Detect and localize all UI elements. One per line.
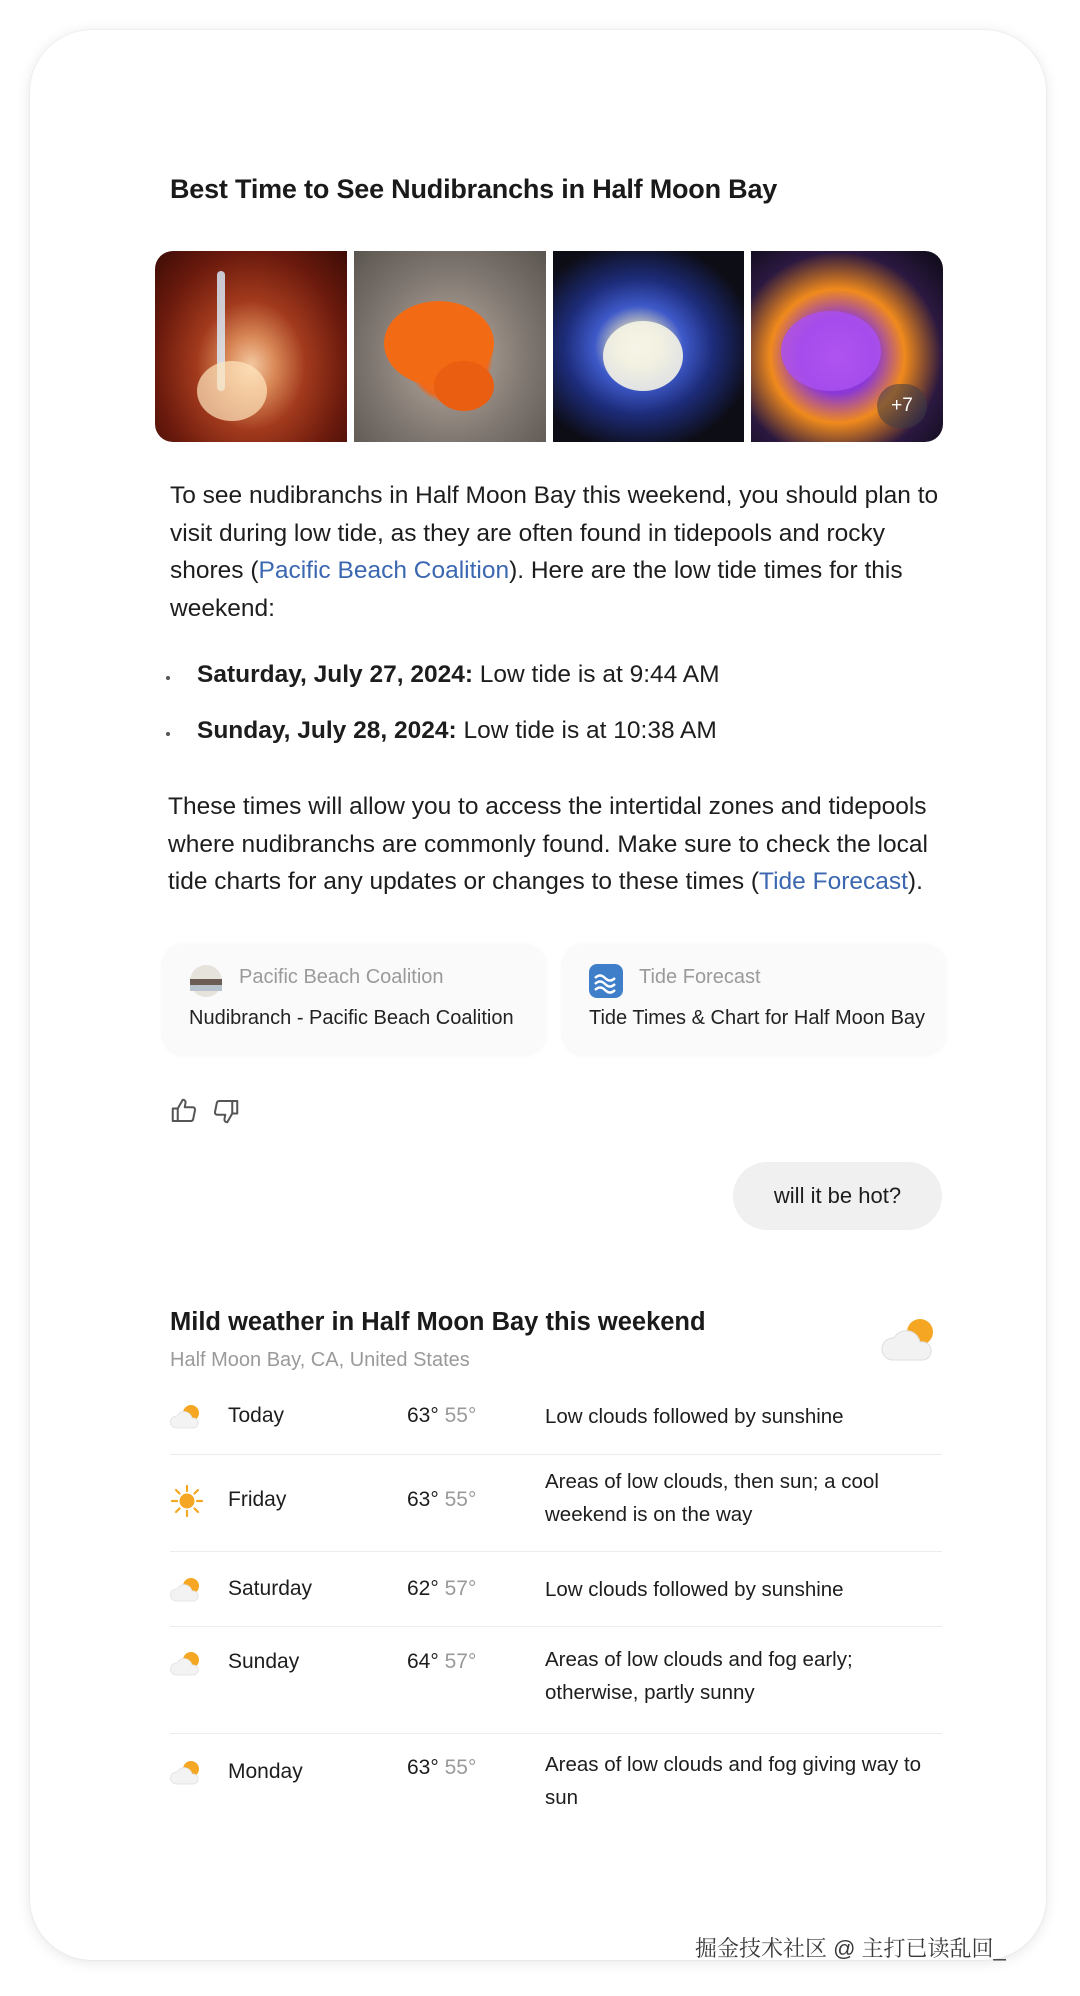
- partly-cloudy-icon: [878, 1314, 940, 1366]
- partly-cloudy-icon: [170, 1647, 204, 1681]
- intro-paragraph: To see nudibranchs in Half Moon Bay this weekend, you should plan to visit during low tide, as they are often found in tidepools and rocky shores (Pacific Beach Coalition). Here are the low tide times for this weekend:: [170, 482, 939, 622]
- gallery-image-2[interactable]: [354, 251, 546, 442]
- more-images-badge[interactable]: +7: [877, 384, 927, 428]
- row-divider: [170, 1454, 942, 1455]
- conversation: Best Time to See Nudibranchs in Half Moon Bay +7 To see nudibranchs in Half Moon Bay this weekend, you should plan to visit during low tide, as they are often found in tidepools and rocky shores (Pacific Beach Coalition). Here are the low tide times for this weekend: Saturday, July 27, 2024: Low tide is at 9:44 AM Sunday, July 28, 2024: Low tide is at 10:38 AM These times will allow you to access the intertidal zones and tidepools where nudibranchs are commonly found. Make sure to check the local tide charts for any updates or changes to these times (Tide Forecast). Pacific Beach Coalition Nudibranch - Pacific Beach Coalition Tide Forecast Tide Times & Chart for Half Moon Bay will it be hot? Mild weather in Half Moon Bay this weekend Half Moon Bay, CA, United States Today 63° 55° Low clouds followed by sunshine Friday 63° 55° Areas of low clouds, then sun; a cool weekend is on the way Saturday 62° 57° Low clouds followed by sunshine Sunday 64° 57° Areas of low clouds and fog early; otherwise, partly sunny Monday 63° 55° Areas of low clouds and fog giving way to sun 掘金技术社区 @ 主打已读乱回_: [0, 0, 1080, 1996]
- gallery-image-3[interactable]: [553, 251, 745, 442]
- row-divider: [170, 1733, 942, 1734]
- tide-forecast-link[interactable]: Tide Forecast: [759, 868, 908, 895]
- gallery-image-1[interactable]: [155, 251, 347, 442]
- bullet-dot: [166, 732, 170, 736]
- source-card-pacific-beach[interactable]: [163, 944, 545, 1054]
- row-divider: [170, 1551, 942, 1552]
- thumbs-down-icon[interactable]: [211, 1096, 241, 1126]
- bullet-sunday: Sunday, July 28, 2024: Low tide is at 10:38 AM: [197, 717, 717, 744]
- source-title: Tide Times & Chart for Half Moon Bay: [589, 1007, 926, 1029]
- closing-paragraph: These times will allow you to access the intertidal zones and tidepools where nudibranchs are commonly found. Make sure to check the local tide charts for any updates or changes to these times (Tide Forecast).: [168, 793, 928, 895]
- pacific-beach-coalition-link[interactable]: Pacific Beach Coalition: [258, 557, 510, 584]
- partly-cloudy-icon: [170, 1573, 204, 1607]
- source-name: Tide Forecast: [639, 966, 761, 988]
- bullet-saturday: Saturday, July 27, 2024: Low tide is at 9:44 AM: [197, 661, 720, 688]
- weather-location: Half Moon Bay, CA, United States: [170, 1349, 470, 1371]
- thumbs-up-icon[interactable]: [169, 1096, 199, 1126]
- answer-title: Best Time to See Nudibranchs in Half Moon Bay: [170, 174, 778, 204]
- user-message-bubble: will it be hot?: [733, 1162, 942, 1230]
- row-divider: [170, 1626, 942, 1627]
- tide-forecast-favicon: [589, 964, 623, 998]
- image-gallery[interactable]: [155, 251, 943, 442]
- watermark: 掘金技术社区 @ 主打已读乱回_: [695, 1936, 1006, 1961]
- partly-cloudy-icon: [170, 1756, 204, 1790]
- source-title: Nudibranch - Pacific Beach Coalition: [189, 1007, 514, 1029]
- source-name: Pacific Beach Coalition: [239, 966, 444, 988]
- bullet-dot: [166, 676, 170, 680]
- gallery-image-4[interactable]: [751, 251, 943, 442]
- pacific-beach-favicon: [189, 964, 223, 998]
- source-card-tide-forecast[interactable]: [563, 944, 945, 1054]
- sunny-icon: [170, 1484, 204, 1518]
- weather-title: Mild weather in Half Moon Bay this weekend: [170, 1308, 706, 1336]
- partly-cloudy-icon: [170, 1400, 204, 1434]
